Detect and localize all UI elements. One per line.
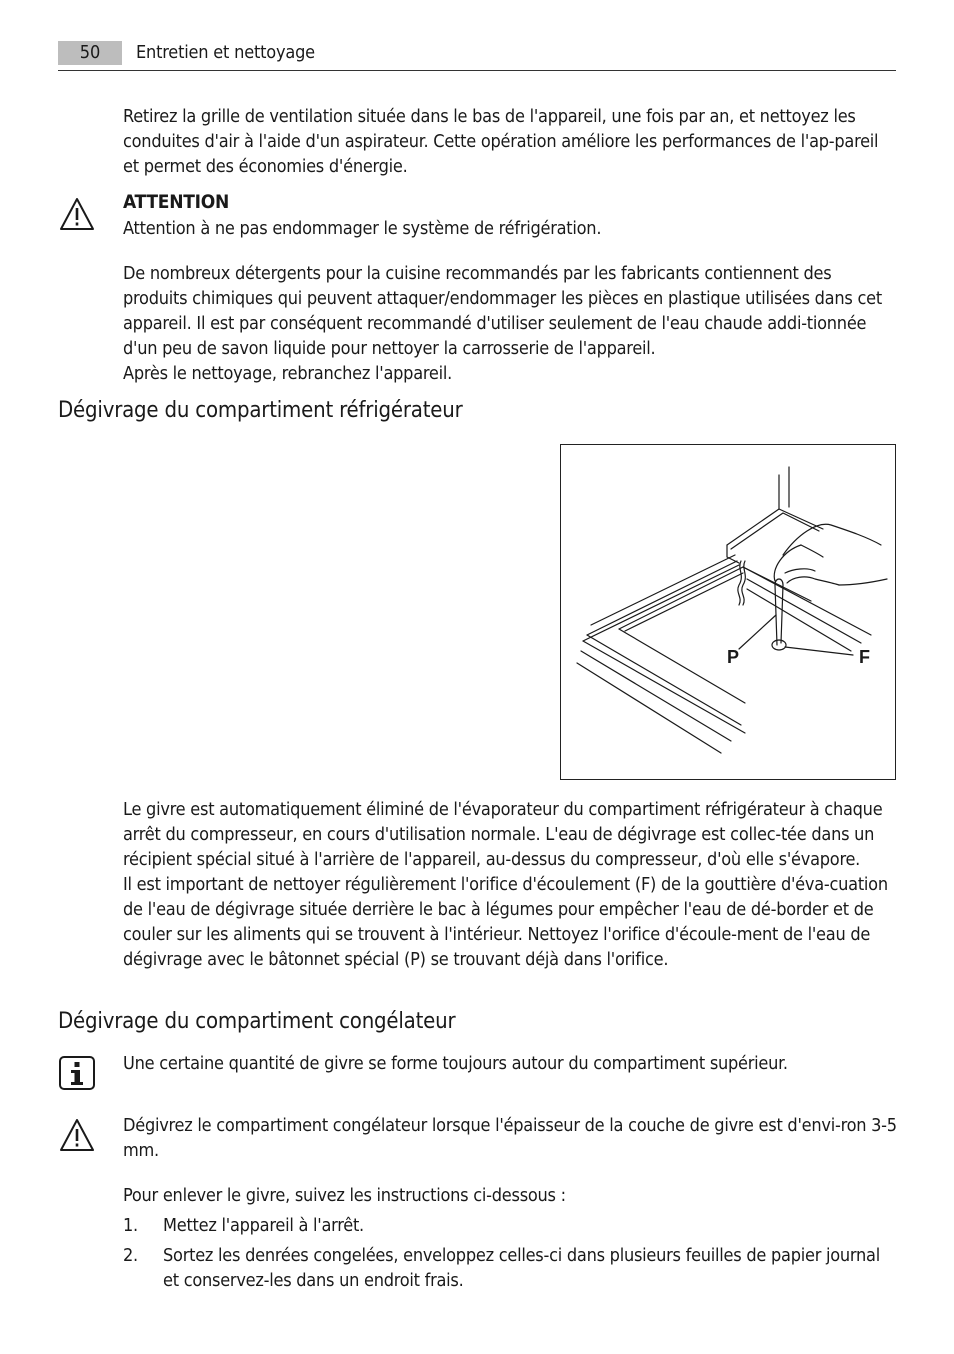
- warning-text: Attention à ne pas endommager le système de réfrigération.: [123, 218, 602, 239]
- fridge-paragraph-1: Le givre est automatiquement éliminé de l'évaporateur du compartiment réfrigérateur à chaque arrêt du compresseur, en cours d'utilisation normale. L'eau de dégivrage est collec-tée dans un récipient spécial situé à l'arrière de l'appareil, au-dessus du compresseur, d'où elle s'évapore.: [123, 799, 883, 870]
- header-divider: [58, 70, 896, 71]
- cleaning-after-text: Après le nettoyage, rebranchez l'appareil.: [123, 363, 452, 384]
- list-number: 2.: [123, 1245, 138, 1266]
- warning-triangle-icon: [58, 1117, 96, 1153]
- warning-title: ATTENTION: [123, 191, 230, 213]
- drain-hole-illustration: [560, 444, 896, 780]
- intro-paragraph: [123, 104, 898, 179]
- instructions-intro-text: Pour enlever le givre, suivez les instructions ci-dessous :: [123, 1185, 566, 1206]
- page-number: 50: [58, 41, 122, 65]
- list-text: Sortez les denrées congelées, enveloppez celles-ci dans plusieurs feuilles de papier journal et conservez-les dans un endroit frais.: [163, 1245, 880, 1291]
- label-p: P: [727, 647, 740, 667]
- intro-text: Retirez la grille de ventilation située dans le bas de l'appareil, une fois par an, et nettoyez les conduites d'air à l'aide d'un aspirateur. Cette opération améliore les performances de l'ap-pareil et permet des économies d'énergie.: [123, 106, 879, 177]
- info-icon: [58, 1055, 96, 1091]
- list-item: [123, 1243, 898, 1293]
- list-text: Mettez l'appareil à l'arrêt.: [163, 1215, 364, 1236]
- warning-block: [123, 190, 898, 241]
- instructions-intro: [123, 1183, 898, 1208]
- cleaning-text: De nombreux détergents pour la cuisine recommandés par les fabricants contiennent des produits chimiques qui peuvent attaquer/endommager les pièces en plastique utilisées dans cet appareil. Il est par conséquent recommandé d'utiliser seulement de l'eau chaude addi-tionnée d'un peu de savon liquide pour nettoyer la carrosserie de l'appareil.: [123, 263, 882, 359]
- label-f: F: [859, 647, 870, 667]
- info-text: Une certaine quantité de givre se forme toujours autour du compartiment supérieur.: [123, 1053, 788, 1074]
- fridge-paragraphs: [123, 797, 898, 972]
- info-block: [123, 1051, 898, 1076]
- section-title: Entretien et nettoyage: [136, 42, 315, 63]
- freezer-warning-block: [123, 1113, 898, 1163]
- list-number: 1.: [123, 1215, 138, 1236]
- warning-triangle-icon: [58, 196, 96, 232]
- fridge-paragraph-2: Il est important de nettoyer régulièrement l'orifice d'écoulement (F) de la gouttière d'éva-cuation de l'eau de dégivrage située derrière le bac à légumes pour empêcher l'eau de dé-border et de couler sur les aliments qui se trouvent à l'intérieur. Nettoyez l'orifice d'écoule-ment de l'eau de dégivrage avec le bâtonnet spécial (P) se trouvant déjà dans l'orifice.: [123, 874, 888, 970]
- fridge-defrost-heading: Dégivrage du compartiment réfrigérateur: [58, 398, 463, 423]
- freezer-defrost-heading: Dégivrage du compartiment congélateur: [58, 1009, 456, 1034]
- freezer-warning-text: Dégivrez le compartiment congélateur lorsque l'épaisseur de la couche de givre est d'envi-ron 3-5 mm.: [123, 1115, 897, 1161]
- list-item: [123, 1213, 898, 1238]
- cleaning-paragraph: [123, 261, 898, 386]
